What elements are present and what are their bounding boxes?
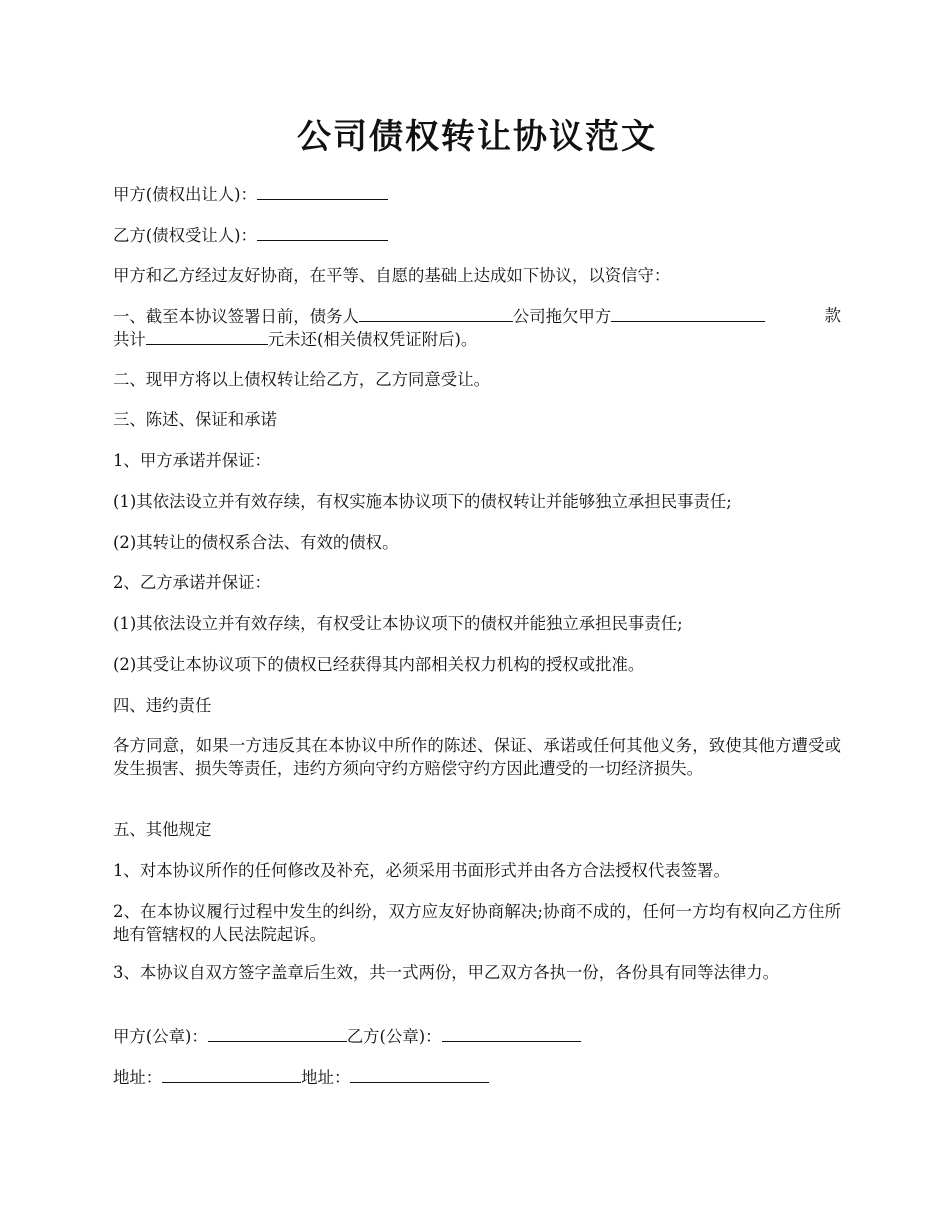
address-line (113, 1065, 841, 1089)
party-a-warranty-2: (2)其转让的债权系合法、有效的债权。 (113, 533, 399, 552)
party-a-warranty-1: (1)其依法设立并有效存续，有权实施本协议项下的债权转让并能够独立承担民事责任; (113, 492, 732, 511)
liability-paragraph: 各方同意，如果一方违反其在本协议中所作的陈述、保证、承诺或任何其他义务，致使其他方遭受或发生损害、损失等责任，违约方须向守约方赔偿守约方因此遭受的一切经济损失。 (113, 736, 841, 778)
party-a-blank (257, 182, 388, 200)
clause-1-text-d: 共计 (113, 330, 146, 349)
debt-type-blank (611, 304, 765, 322)
party-a-line (113, 182, 841, 206)
clause-1-text-b: 公司拖欠甲方 (512, 307, 612, 326)
clause-1-paragraph (113, 304, 841, 350)
party-b-blank (257, 223, 388, 241)
party-b-warranty-2: (2)其受让本协议项下的债权已经获得其内部相关权力机构的授权或批准。 (113, 655, 645, 674)
clause-4-heading: 四、违约责任 (113, 696, 212, 715)
party-a-label: 甲方(债权出让人)： (113, 185, 257, 204)
party-b-address-label: 地址： (301, 1068, 351, 1087)
debtor-blank (359, 304, 513, 322)
clause-1-text-a: 一、截至本协议签署日前，债务人 (113, 307, 359, 326)
clause-1-text-c: 款 (824, 306, 841, 325)
party-a-seal-label: 甲方(公章)： (113, 1027, 208, 1046)
party-a-address-label: 地址： (113, 1068, 163, 1087)
party-b-seal-blank (442, 1024, 581, 1042)
party-b-warranty-heading: 2、乙方承诺并保证： (113, 573, 271, 592)
party-b-line (113, 223, 841, 247)
amount-blank (146, 327, 268, 345)
preamble-paragraph: 甲方和乙方经过友好协商，在平等、自愿的基础上达成如下协议，以资信守： (113, 266, 671, 285)
clause-3-heading: 三、陈述、保证和承诺 (113, 410, 277, 429)
document-title: 公司债权转让协议范文 (297, 117, 657, 157)
party-b-label: 乙方(债权受让人)： (113, 226, 257, 245)
party-b-address-blank (350, 1065, 489, 1083)
party-a-warranty-heading: 1、甲方承诺并保证： (113, 451, 271, 470)
other-provision-2: 2、在本协议履行过程中发生的纠纷，双方应友好协商解决;协商不成的，任何一方均有权向乙方住所地有管辖权的人民法院起诉。 (113, 902, 841, 944)
other-provision-1: 1、对本协议所作的任何修改及补充，必须采用书面形式并由各方合法授权代表签署。 (113, 861, 730, 880)
seal-line (113, 1024, 841, 1048)
party-b-seal-label: 乙方(公章)： (346, 1027, 442, 1046)
clause-5-heading: 五、其他规定 (113, 820, 212, 839)
clause-1-text-e: 元未还(相关债权凭证附后)。 (267, 330, 478, 349)
other-provision-3: 3、本协议自双方签字盖章后生效，共一式两份，甲乙双方各执一份，各份具有同等法律力。 (113, 963, 780, 982)
party-b-warranty-1: (1)其依法设立并有效存续，有权受让本协议项下的债权并能独立承担民事责任; (113, 614, 683, 633)
clause-2-paragraph: 二、现甲方将以上债权转让给乙方，乙方同意受让。 (113, 370, 490, 389)
party-a-seal-blank (208, 1024, 347, 1042)
party-a-address-blank (162, 1065, 301, 1083)
